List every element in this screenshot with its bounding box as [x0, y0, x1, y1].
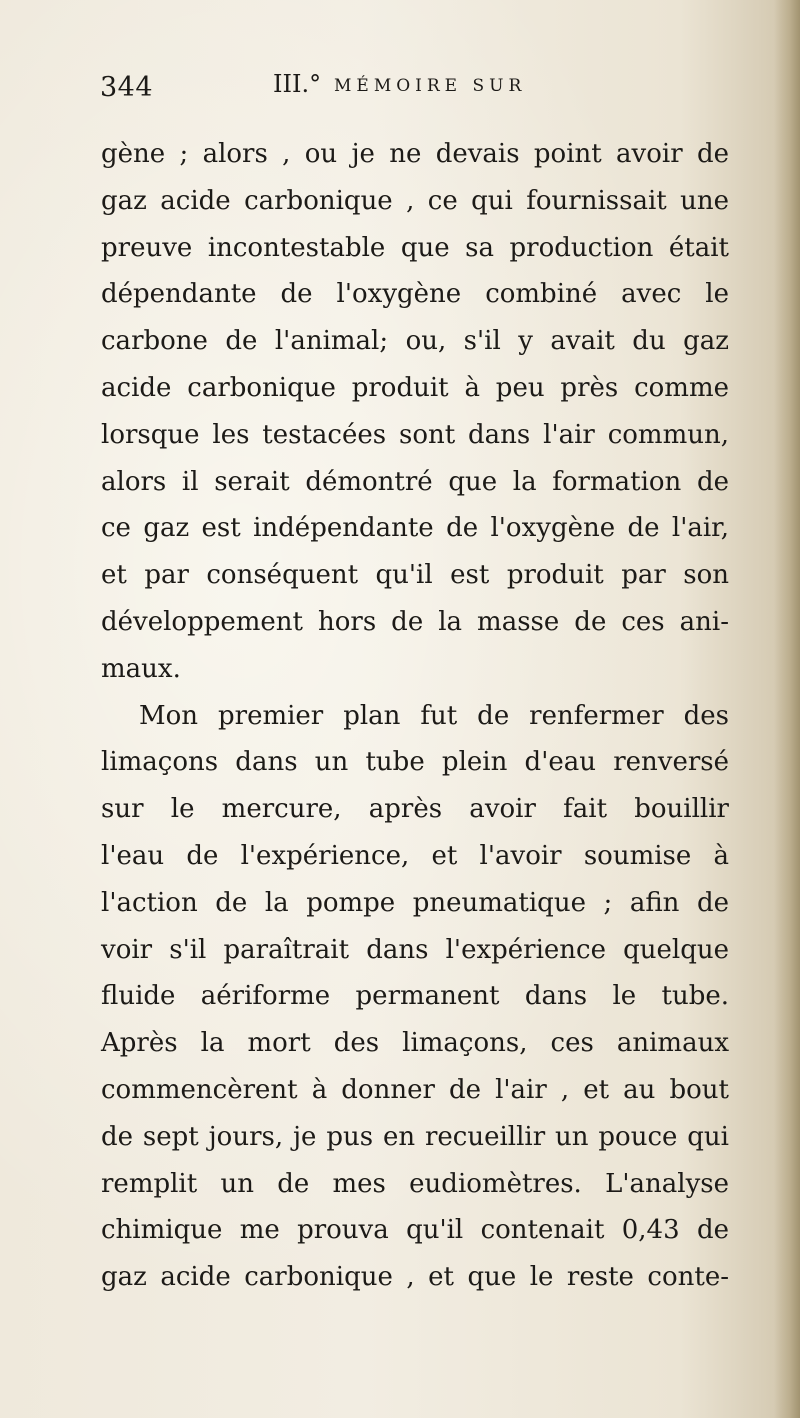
page-number: 344 — [100, 72, 154, 103]
text-line: dépendante de l'oxygène combiné avec le — [101, 279, 729, 310]
text-line: limaçons dans un tube plein d'eau renversé — [101, 747, 729, 778]
text-line: Après la mort des limaçons, ces animaux — [101, 1028, 729, 1059]
text-line: fluide aériforme permanent dans le tube. — [101, 981, 729, 1012]
text-line: de sept jours, je pus en recueillir un pouce qui — [101, 1121, 729, 1152]
text-line: commencèrent à donner de l'air , et au bout — [101, 1074, 729, 1105]
text-line: l'eau de l'expérience, et l'avoir soumise à — [101, 840, 729, 871]
text-line: développement hors de la masse de ces ani- — [101, 606, 729, 637]
text-line: alors il serait démontré que la formation de — [101, 466, 729, 497]
text-line: et par conséquent qu'il est produit par son — [101, 560, 729, 591]
page-edge-shadow — [774, 0, 800, 1418]
section-number: III.° — [273, 70, 322, 98]
text-line: lorsque les testacées sont dans l'air commun, — [101, 419, 729, 450]
text-line: sur le mercure, après avoir fait bouillir — [101, 794, 729, 825]
running-head-title: MÉMOIRE SUR — [334, 76, 527, 96]
text-line: preuve incontestable que sa production était — [101, 232, 729, 263]
body-text — [101, 131, 729, 1301]
text-line-paragraph-end: maux. — [101, 653, 181, 684]
text-line: ce gaz est indépendante de l'oxygène de l'air, — [101, 513, 729, 544]
text-line-paragraph-start: Mon premier plan fut de renfermer des — [139, 700, 729, 731]
running-head — [100, 64, 660, 108]
text-line: l'action de la pompe pneumatique ; afin de — [101, 887, 729, 918]
text-line: gaz acide carbonique , ce qui fournissait une — [101, 185, 729, 216]
text-line: gène ; alors , ou je ne devais point avoir de — [101, 139, 729, 169]
text-line: acide carbonique produit à peu près comme — [101, 372, 729, 403]
text-line: carbone de l'animal; ou, s'il y avait du gaz — [101, 326, 729, 357]
text-line: chimique me prouva qu'il contenait 0,43 de — [101, 1215, 729, 1246]
text-line: remplit un de mes eudiomètres. L'analyse — [101, 1168, 729, 1199]
text-line: gaz acide carbonique , et que le reste conte- — [101, 1262, 729, 1293]
text-line: voir s'il paraîtrait dans l'expérience quelque — [101, 934, 729, 965]
